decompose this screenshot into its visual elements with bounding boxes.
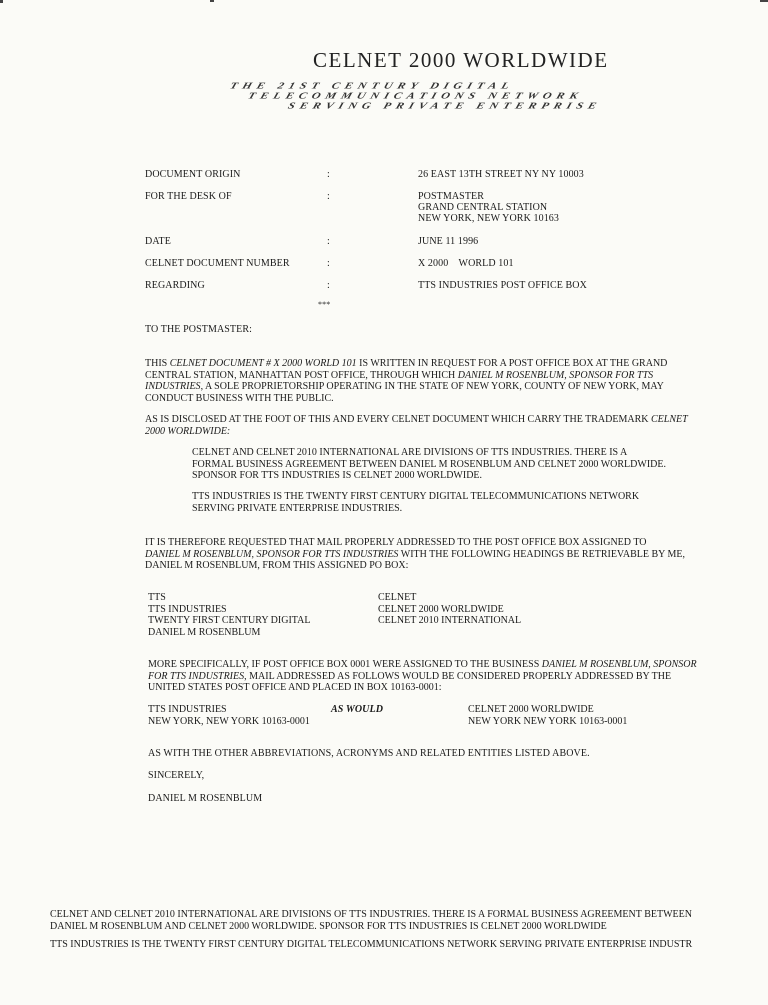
field-value: NEW YORK, NEW YORK 10163	[418, 213, 560, 224]
trademark: CELNET	[650, 414, 688, 425]
scan-mark	[210, 0, 214, 2]
footer-line: CELNET AND CELNET 2010 INTERNATIONAL ARE DIVISIONS OF TTS INDUSTRIES. THERE IS A FORMAL BUSINESS AGREEMENT BETWEEN	[50, 909, 692, 920]
sponsor-name: DANIEL M ROSENBLUM, SPONSOR FOR TTS INDUSTRIES	[145, 548, 399, 560]
trademark: 2000 WORLDWIDE:	[145, 425, 231, 437]
heading-item: DANIEL M ROSENBLUM	[148, 626, 261, 638]
field-separator: :	[327, 236, 330, 247]
field-label: DATE	[145, 236, 171, 247]
address-line: CELNET 2000 WORLDWIDE	[468, 704, 594, 715]
field-separator: :	[327, 258, 330, 269]
letterhead-tagline-2: TELECOMMUNICATIONS NETWORK	[246, 90, 585, 101]
paragraph-addressing	[148, 659, 758, 694]
field-value: POSTMASTER	[418, 191, 485, 202]
text: CENTRAL STATION, MANHATTAN POST OFFICE, THROUGH WHICH	[145, 369, 458, 381]
text: SERVING PRIVATE ENTERPRISE INDUSTRIES.	[192, 502, 403, 514]
scan-mark	[0, 0, 3, 3]
section-divider: ***	[318, 300, 331, 309]
field-value: X 2000 WORLD 101	[418, 258, 514, 269]
signature-name: DANIEL M ROSENBLUM	[148, 793, 263, 804]
text: WITH THE FOLLOWING HEADINGS BE RETRIEVABLE BY ME,	[398, 548, 685, 560]
document-reference: CELNET DOCUMENT # X 2000 WORLD 101	[169, 358, 357, 369]
footer-disclosure	[50, 909, 768, 932]
footer-network	[50, 939, 768, 951]
letterhead-tagline-3: SERVING PRIVATE ENTERPRISE	[286, 100, 603, 111]
field-label: CELNET DOCUMENT NUMBER	[145, 258, 290, 269]
text: , MAIL ADDRESSED AS FOLLOWS WOULD BE CONSIDERED PROPERLY ADDRESSED BY THE	[244, 670, 672, 682]
text: FORMAL BUSINESS AGREEMENT BETWEEN DANIEL M ROSENBLUM AND CELNET 2000 WORLDWIDE.	[192, 458, 666, 470]
text: IT IS THEREFORE REQUESTED THAT MAIL PROPERLY ADDRESSED TO THE POST OFFICE BOX ASSIGNED TO	[145, 537, 647, 548]
sincerely: SINCERELY,	[148, 770, 205, 781]
text: SPONSOR FOR TTS INDUSTRIES IS CELNET 2000 WORLDWIDE.	[192, 470, 483, 481]
salutation: TO THE POSTMASTER:	[145, 324, 253, 335]
closing-note: AS WITH THE OTHER ABBREVIATIONS, ACRONYMS AND RELATED ENTITIES LISTED ABOVE.	[148, 748, 590, 759]
field-separator: :	[327, 191, 330, 202]
paragraph-disclosure	[145, 414, 755, 437]
text: THIS	[145, 358, 170, 369]
paragraph-request	[145, 358, 755, 404]
footer-line: DANIEL M ROSENBLUM AND CELNET 2000 WORLDWIDE. SPONSOR FOR TTS INDUSTRIES IS CELNET 2000 WORLDWIDE	[50, 920, 607, 932]
text: MORE SPECIFICALLY, IF POST OFFICE BOX 0001 WERE ASSIGNED TO THE BUSINESS	[148, 659, 542, 670]
field-value: 26 EAST 13TH STREET NY NY 10003	[418, 169, 584, 180]
text: TTS INDUSTRIES IS THE TWENTY FIRST CENTURY DIGITAL TELECOMMUNICATIONS NETWORK	[192, 491, 640, 502]
text: CELNET AND CELNET 2010 INTERNATIONAL ARE DIVISIONS OF TTS INDUSTRIES. THERE IS A	[192, 447, 628, 458]
sponsor-name: INDUSTRIES	[145, 381, 201, 392]
indented-paragraph-divisions	[192, 447, 666, 482]
scan-mark	[760, 0, 768, 2]
text: DANIEL M ROSENBLUM, FROM THIS ASSIGNED PO BOX:	[145, 560, 409, 571]
sponsor-name: DANIEL M ROSENBLUM, SPONSOR	[541, 659, 697, 670]
address-left	[148, 704, 310, 727]
address-line: NEW YORK NEW YORK 10163-0001	[468, 715, 628, 727]
headings-left-column	[148, 592, 310, 638]
field-separator: :	[327, 169, 330, 180]
heading-item: CELNET 2000 WORLDWIDE	[378, 603, 504, 615]
text: AS IS DISCLOSED AT THE FOOT OF THIS AND EVERY CELNET DOCUMENT WHICH CARRY THE TRADEMARK	[145, 414, 651, 425]
field-label: REGARDING	[145, 280, 205, 291]
indented-paragraph-network	[192, 491, 639, 514]
field-value: TTS INDUSTRIES POST OFFICE BOX	[418, 280, 587, 291]
paragraph-retrieval	[145, 537, 755, 572]
address-line: NEW YORK, NEW YORK 10163-0001	[148, 715, 310, 727]
heading-item: CELNET	[378, 592, 417, 603]
field-label: FOR THE DESK OF	[145, 191, 232, 202]
letterhead-tagline-1: THE 21ST CENTURY DIGITAL	[228, 80, 516, 91]
footer-line: TTS INDUSTRIES IS THE TWENTY FIRST CENTURY DIGITAL TELECOMMUNICATIONS NETWORK SERVING PRIVATE ENTERPRISE INDUSTR	[50, 939, 693, 950]
text: UNITED STATES POST OFFICE AND PLACED IN BOX 10163-0001:	[148, 682, 442, 693]
field-value: GRAND CENTRAL STATION	[418, 202, 548, 213]
field-value: JUNE 11 1996	[418, 236, 479, 247]
address-right	[468, 704, 627, 727]
heading-item: CELNET 2010 INTERNATIONAL	[378, 615, 522, 626]
sponsor-name: FOR TTS INDUSTRIES	[148, 670, 245, 682]
sponsor-name: DANIEL M ROSENBLUM, SPONSOR FOR TTS	[457, 369, 654, 381]
text: IS WRITTEN IN REQUEST FOR A POST OFFICE BOX AT THE GRAND	[356, 358, 668, 369]
field-separator: :	[327, 280, 330, 291]
heading-item: TTS	[148, 592, 166, 603]
headings-right-column	[378, 592, 521, 627]
letterhead-title: CELNET 2000 WORLDWIDE	[313, 48, 609, 72]
heading-item: TTS INDUSTRIES	[148, 603, 227, 615]
address-line: TTS INDUSTRIES	[148, 704, 227, 715]
text: CONDUCT BUSINESS WITH THE PUBLIC.	[145, 392, 334, 404]
text: , A SOLE PROPRIETORSHIP OPERATING IN THE STATE OF NEW YORK, COUNTY OF NEW YORK, MAY	[200, 381, 664, 392]
field-label: DOCUMENT ORIGIN	[145, 169, 241, 180]
heading-item: TWENTY FIRST CENTURY DIGITAL	[148, 615, 311, 626]
as-would-label: AS WOULD	[331, 704, 384, 715]
